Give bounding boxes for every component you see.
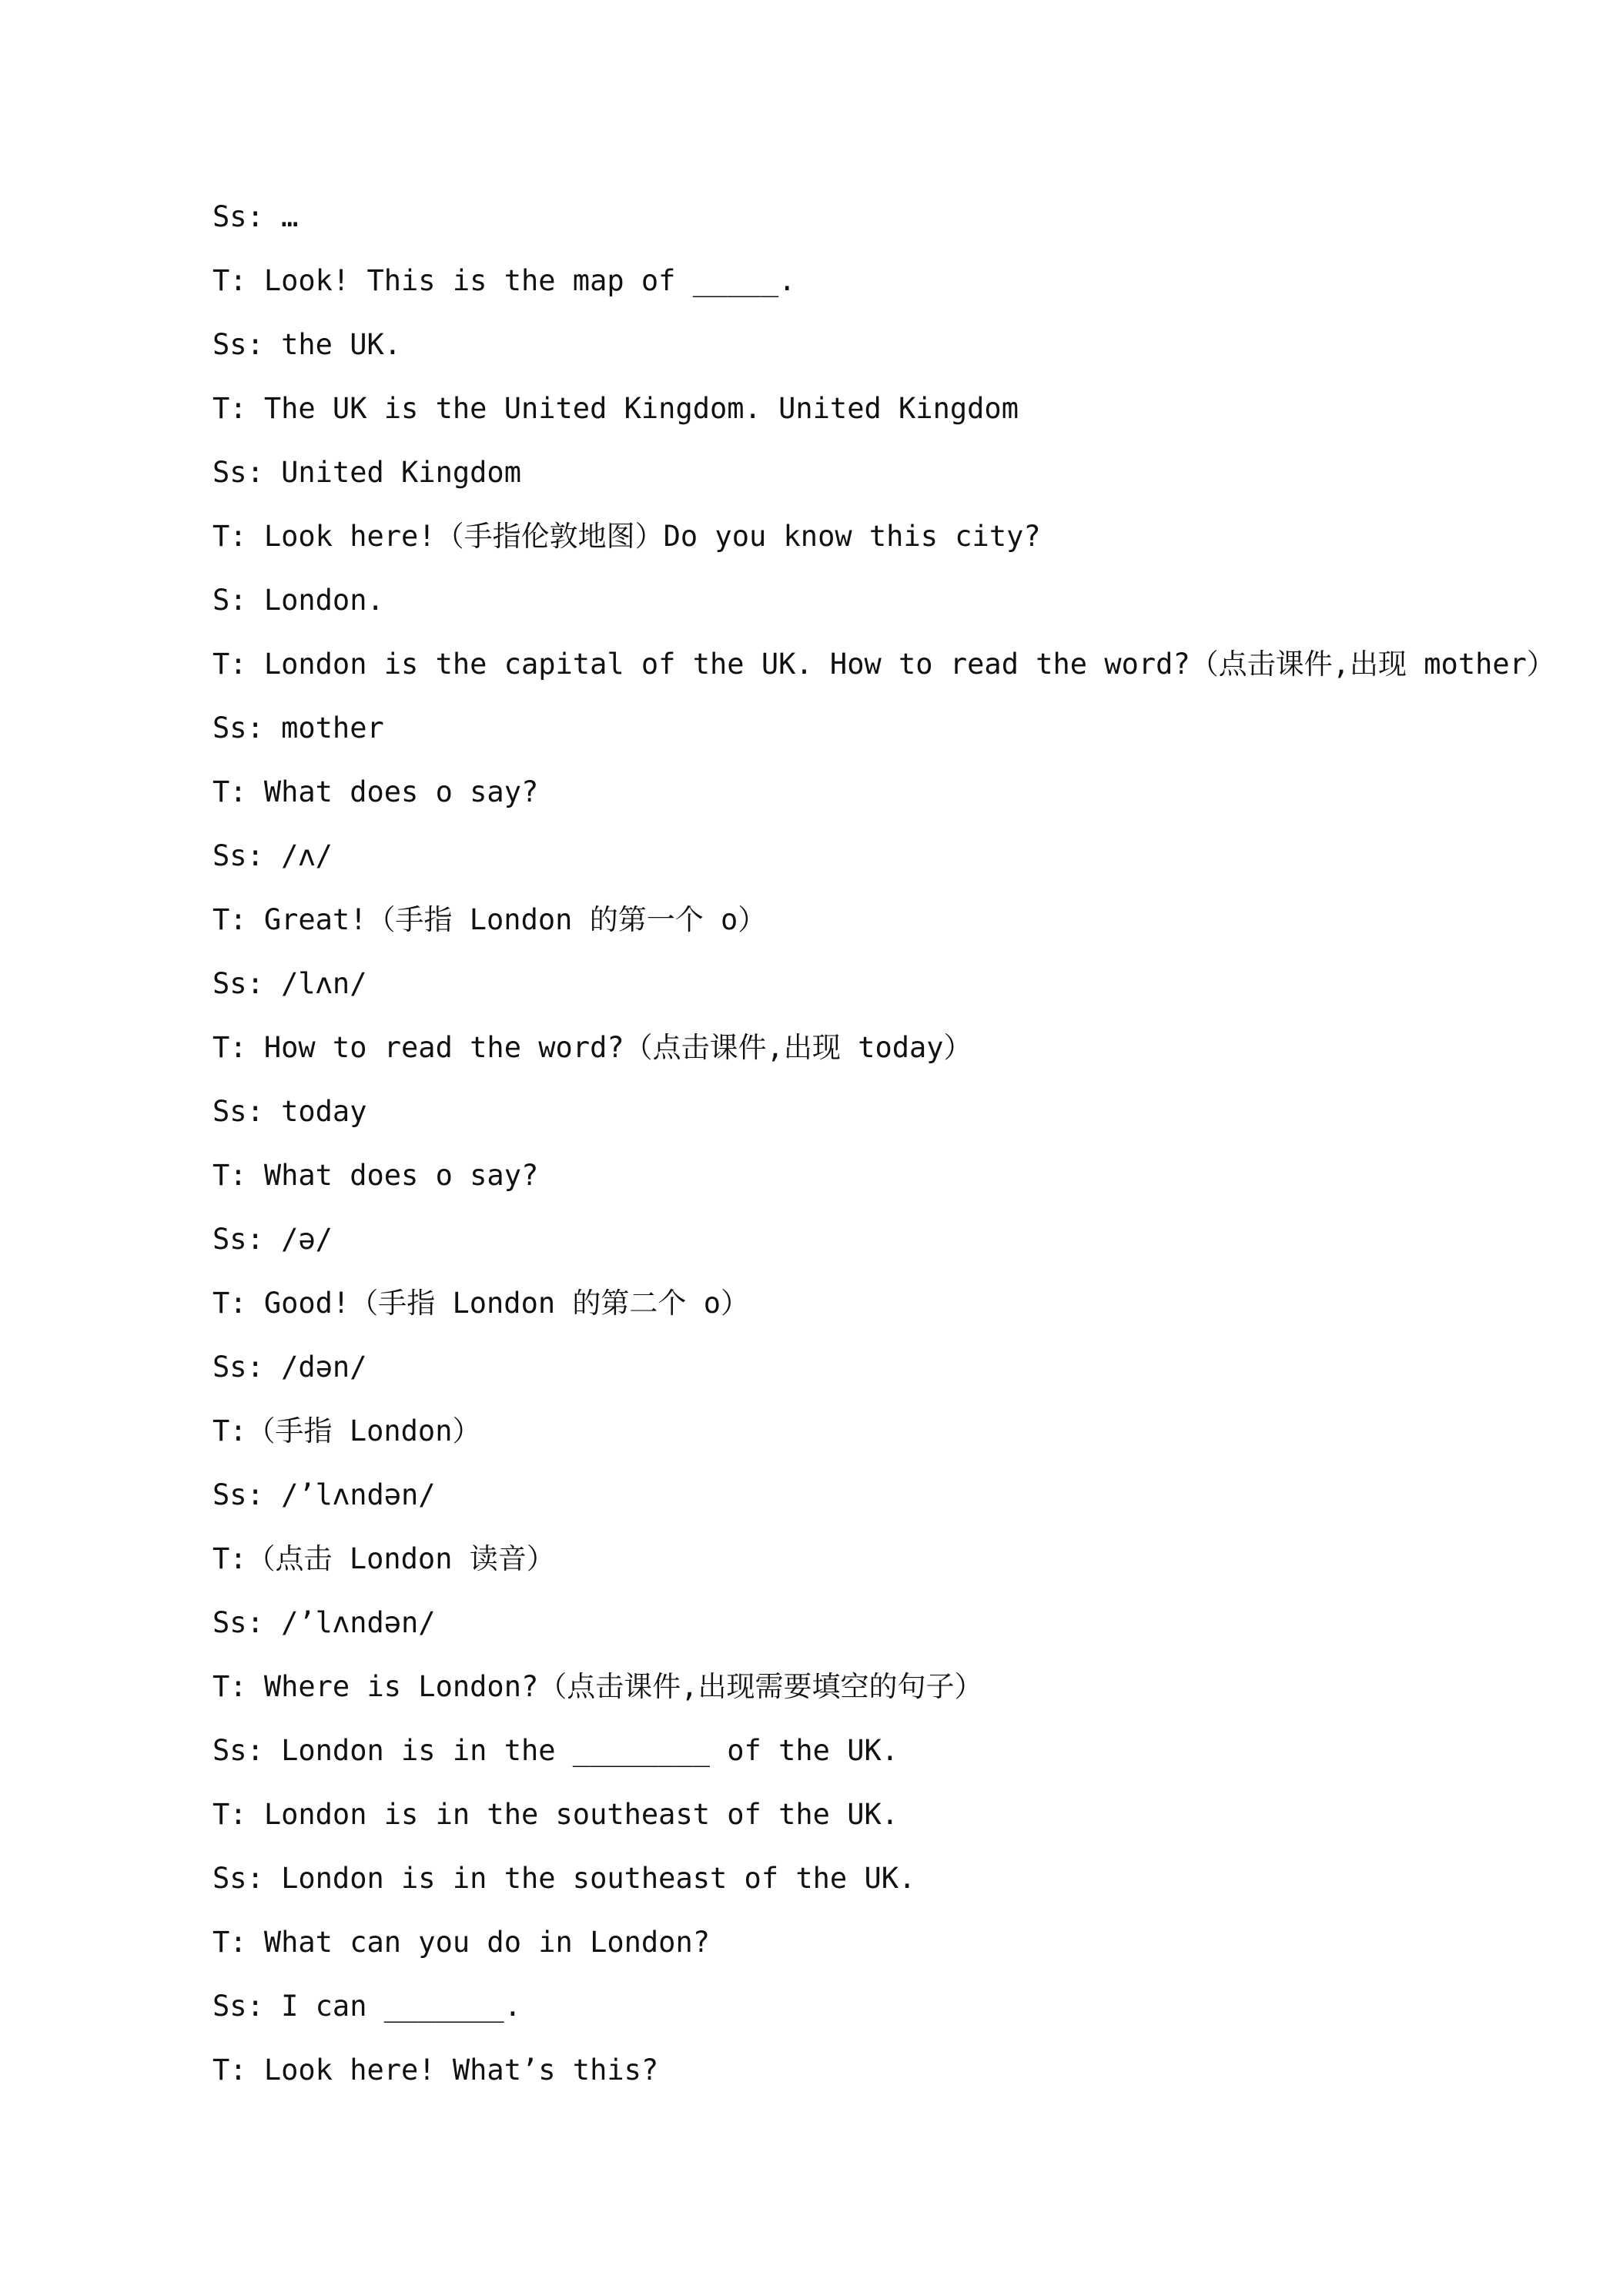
dialogue-line: Ss: /’lʌndən/ (212, 1606, 436, 1639)
dialogue-line: Ss: London is in the ________ of the UK. (212, 1734, 899, 1767)
dialogue-line: Ss: mother (212, 711, 384, 745)
dialogue-line: T: What can you do in London? (212, 1926, 711, 1959)
dialogue-line: Ss: /dən/ (212, 1350, 367, 1384)
dialogue-line: T: London is in the southeast of the UK. (212, 1798, 899, 1831)
dialogue-line: Ss: the UK. (212, 328, 402, 361)
dialogue-line: S: London. (212, 584, 384, 617)
dialogue-line: Ss: /’lʌndən/ (212, 1478, 436, 1511)
dialogue-line: T:（点击 London 读音） (212, 1542, 555, 1575)
dialogue-line: T: Look! This is the map of _____. (212, 264, 796, 297)
dialogue-line: T: Look here! What’s this? (212, 2053, 659, 2087)
dialogue-line: T: What does o say? (212, 1159, 539, 1192)
dialogue-line: T: Where is London?（点击课件,出现需要填空的句子） (212, 1670, 983, 1703)
dialogue-lines (212, 194, 1568, 2111)
dialogue-line: Ss: London is in the southeast of the UK. (212, 1862, 916, 1895)
dialogue-line: Ss: … (212, 200, 299, 233)
dialogue-line: T: How to read the word?（点击课件,出现 today） (212, 1031, 972, 1064)
dialogue-line: T: Great!（手指 London 的第一个 o） (212, 903, 767, 936)
dialogue-line: T: What does o say? (212, 775, 539, 808)
dialogue-line: Ss: United Kingdom (212, 456, 521, 489)
dialogue-line: Ss: I can _______. (212, 1990, 521, 2023)
dialogue-line: T:（手指 London） (212, 1414, 481, 1448)
dialogue-line: Ss: today (212, 1095, 367, 1128)
dialogue-line: Ss: /lʌn/ (212, 967, 367, 1000)
dialogue-line: Ss: /ʌ/ (212, 839, 333, 872)
dialogue-line: T: Good!（手指 London 的第二个 o） (212, 1287, 749, 1320)
dialogue-line: Ss: /ə/ (212, 1223, 333, 1256)
dialogue-line: T: The UK is the United Kingdom. United Kingdom (212, 392, 1019, 425)
dialogue-line: T: London is the capital of the UK. How to read the word?（点击课件,出现 mother） (212, 648, 1555, 681)
dialogue-line: T: Look here!（手指伦敦地图）Do you know this city? (212, 520, 1041, 553)
